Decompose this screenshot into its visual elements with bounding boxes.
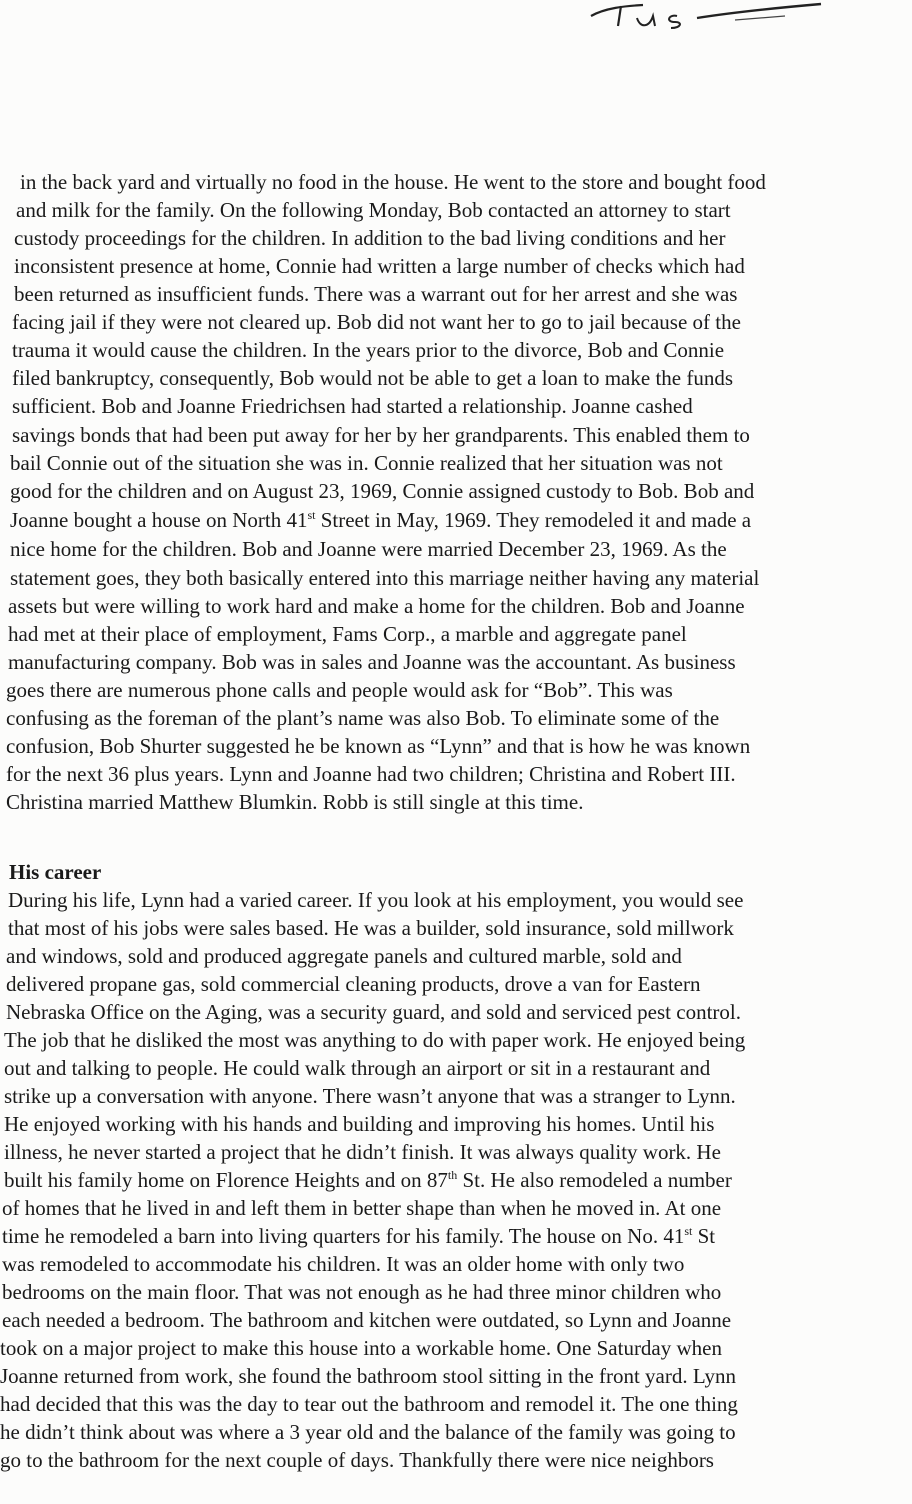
text-line: that most of his jobs were sales based. He was a builder, sold insurance, sold millwork: [8, 916, 734, 940]
text-line: Joanne returned from work, she found the bathroom stool sitting in the front yard. Lynn: [0, 1364, 737, 1388]
text-line: confusion, Bob Shurter suggested he be known as “Lynn” and that is how he was known: [6, 734, 751, 758]
handwritten-scribble: [585, 0, 825, 30]
text-line: out and talking to people. He could walk through an airport or sit in a restaurant and: [4, 1056, 711, 1080]
text-line: filed bankruptcy, consequently, Bob would not be able to get a loan to make the funds: [12, 366, 734, 390]
text-line: Joanne bought a house on North 41st Street in May, 1969. They remodeled it and made a: [10, 508, 752, 532]
text-line: bedrooms on the main floor. That was not enough as he had three minor children who: [2, 1280, 722, 1304]
text-line: illness, he never started a project that he didn’t finish. It was always quality work. He: [4, 1140, 721, 1164]
text-line: manufacturing company. Bob was in sales and Joanne was the accountant. As business: [8, 650, 736, 674]
text-line: confusing as the foreman of the plant’s name was also Bob. To eliminate some of the: [6, 706, 720, 730]
text-line: go to the bathroom for the next couple of days. Thankfully there were nice neighbors: [0, 1448, 714, 1472]
text-line: been returned as insufficient funds. There was a warrant out for her arrest and she was: [14, 282, 738, 306]
text-line: took on a major project to make this house into a workable home. One Saturday when: [0, 1336, 722, 1360]
text-line: inconsistent presence at home, Connie had written a large number of checks which had: [14, 254, 745, 278]
text-line: sufficient. Bob and Joanne Friedrichsen had started a relationship. Joanne cashed: [12, 394, 693, 418]
text-line: and milk for the family. On the following Monday, Bob contacted an attorney to start: [16, 198, 731, 222]
text-line: bail Connie out of the situation she was in. Connie realized that her situation was not: [10, 451, 723, 475]
text-line: had met at their place of employment, Fams Corp., a marble and aggregate panel: [8, 622, 687, 646]
text-line: Nebraska Office on the Aging, was a security guard, and sold and serviced pest control.: [6, 1000, 741, 1024]
text-line: each needed a bedroom. The bathroom and kitchen were outdated, so Lynn and Joanne: [2, 1308, 732, 1332]
text-line: Christina married Matthew Blumkin. Robb is still single at this time.: [6, 790, 584, 814]
text-line: assets but were willing to work hard and make a home for the children. Bob and Joanne: [8, 594, 745, 618]
text-line: custody proceedings for the children. In addition to the bad living conditions and her: [14, 226, 726, 250]
text-line: and windows, sold and produced aggregate panels and cultured marble, sold and: [6, 944, 682, 968]
text-line: trauma it would cause the children. In the years prior to the divorce, Bob and Connie: [12, 338, 725, 362]
text-line: savings bonds that had been put away for her by her grandparents. This enabled them to: [12, 423, 750, 447]
text-line: in the back yard and virtually no food in the house. He went to the store and bought food: [20, 170, 766, 194]
text-line: nice home for the children. Bob and Joanne were married December 23, 1969. As the: [10, 537, 727, 561]
text-line: During his life, Lynn had a varied career. If you look at his employment, you would see: [8, 888, 744, 912]
text-line: facing jail if they were not cleared up. Bob did not want her to go to jail because of the: [12, 310, 741, 334]
section-heading-his-career: His career: [9, 860, 102, 884]
text-line: He enjoyed working with his hands and building and improving his homes. Until his: [4, 1112, 715, 1136]
text-line: he didn’t think about was where a 3 year old and the balance of the family was going to: [0, 1420, 736, 1444]
text-line: of homes that he lived in and left them in better shape than when he moved in. At one: [2, 1196, 722, 1220]
text-line: built his family home on Florence Heights and on 87th St. He also remodeled a number: [4, 1168, 732, 1192]
text-line: goes there are numerous phone calls and people would ask for “Bob”. This was: [6, 678, 673, 702]
text-line: time he remodeled a barn into living quarters for his family. The house on No. 41st St: [2, 1224, 716, 1248]
text-line: statement goes, they both basically entered into this marriage neither having any material: [10, 566, 760, 590]
text-line: had decided that this was the day to tear out the bathroom and remodel it. The one thing: [0, 1392, 738, 1416]
text-line: was remodeled to accommodate his children. It was an older home with only two: [2, 1252, 685, 1276]
text-line: delivered propane gas, sold commercial cleaning products, drove a van for Eastern: [6, 972, 701, 996]
text-line: for the next 36 plus years. Lynn and Joanne had two children; Christina and Robert III.: [6, 762, 736, 786]
text-line: The job that he disliked the most was anything to do with paper work. He enjoyed being: [4, 1028, 746, 1052]
text-line: good for the children and on August 23, 1969, Connie assigned custody to Bob. Bob and: [10, 479, 755, 503]
text-line: strike up a conversation with anyone. There wasn’t anyone that was a stranger to Lynn.: [4, 1084, 736, 1108]
